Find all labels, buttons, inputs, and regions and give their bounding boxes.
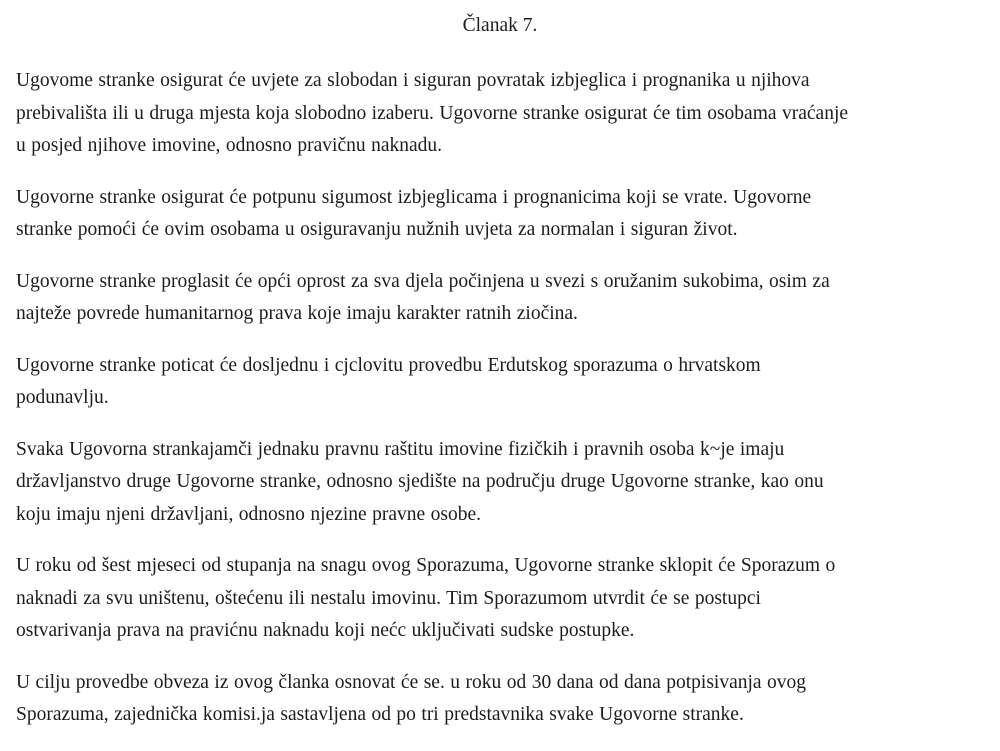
paragraph-4	[16, 350, 986, 415]
paragraph-7	[16, 667, 986, 732]
text-line: u posjed njihove imovine, odnosno pravičnu naknadu.	[16, 135, 443, 156]
paragraph-2	[16, 182, 986, 247]
text-line: Ugovorne stranke poticat će dosljednu i cjclovitu provedbu Erdutskog sporazuma o hrvatskom	[16, 354, 761, 376]
text-line: Svaka Ugovorna strankajamči jednaku pravnu raštitu imovine fizičkih i pravnih osoba k~je imaju	[16, 438, 785, 460]
text-line: državljanstvo druge Ugovorne stranke, odnosno sjedište na području druge Ugovorne stranke, kao onu	[16, 471, 824, 492]
text-line: stranke pomoći će ovim osobama u osiguravanju nužnih uvjeta za normalan i siguran život.	[16, 219, 738, 240]
text-line: ostvarivanja prava na pravićnu naknadu koji nećc uključivati sudske postupke.	[16, 620, 635, 641]
text-line: Ugovorne stranke osigurat će potpunu sigumost izbjeglicama i prognanicima koji se vrate. Ugovorne	[16, 186, 812, 208]
text-line: Ugovorne stranke proglasit će opći oprost za sva djela počinjena u svezi s oružanim sukobima, osim za	[16, 270, 830, 292]
paragraph-3	[16, 266, 986, 331]
text-line: Ugovome stranke osigurat će uvjete za slobodan i siguran povratak izbjeglica i prognanika u njihova	[16, 70, 810, 91]
article-title: Članak 7.	[462, 15, 538, 36]
text-line: najteže povrede humanitarnog prava koje imaju karakter ratnih ziočina.	[16, 303, 578, 324]
paragraph-6	[16, 550, 986, 648]
article-body	[16, 65, 986, 751]
text-line: podunavlju.	[16, 387, 109, 408]
text-line: Sporazuma, zajednička komisi.ja sastavljena od po tri predstavnika svake Ugovorne stranke.	[16, 704, 744, 725]
text-line: U cilju provedbe obveza iz ovog članka osnovat će se. u roku od 30 dana od dana potpisivanja ovog	[16, 671, 807, 693]
text-line: koju imaju njeni državljani, odnosno njezine pravne osobe.	[16, 503, 482, 525]
text-line: naknadi za svu uništenu, oštećenu ili nestalu imovinu. Tim Sporazumom utvrdit će se postupci	[16, 587, 761, 609]
paragraph-5	[16, 434, 986, 532]
text-line: U roku od šest mjeseci od stupanja na snagu ovog Sporazuma, Ugovorne stranke sklopit će Sporazum o	[16, 555, 836, 576]
paragraph-1	[16, 65, 986, 163]
text-line: prebivališta ili u druga mjesta koja slobodno izaberu. Ugovorne stranke osigurat će tim osobama vraćanje	[16, 102, 849, 124]
